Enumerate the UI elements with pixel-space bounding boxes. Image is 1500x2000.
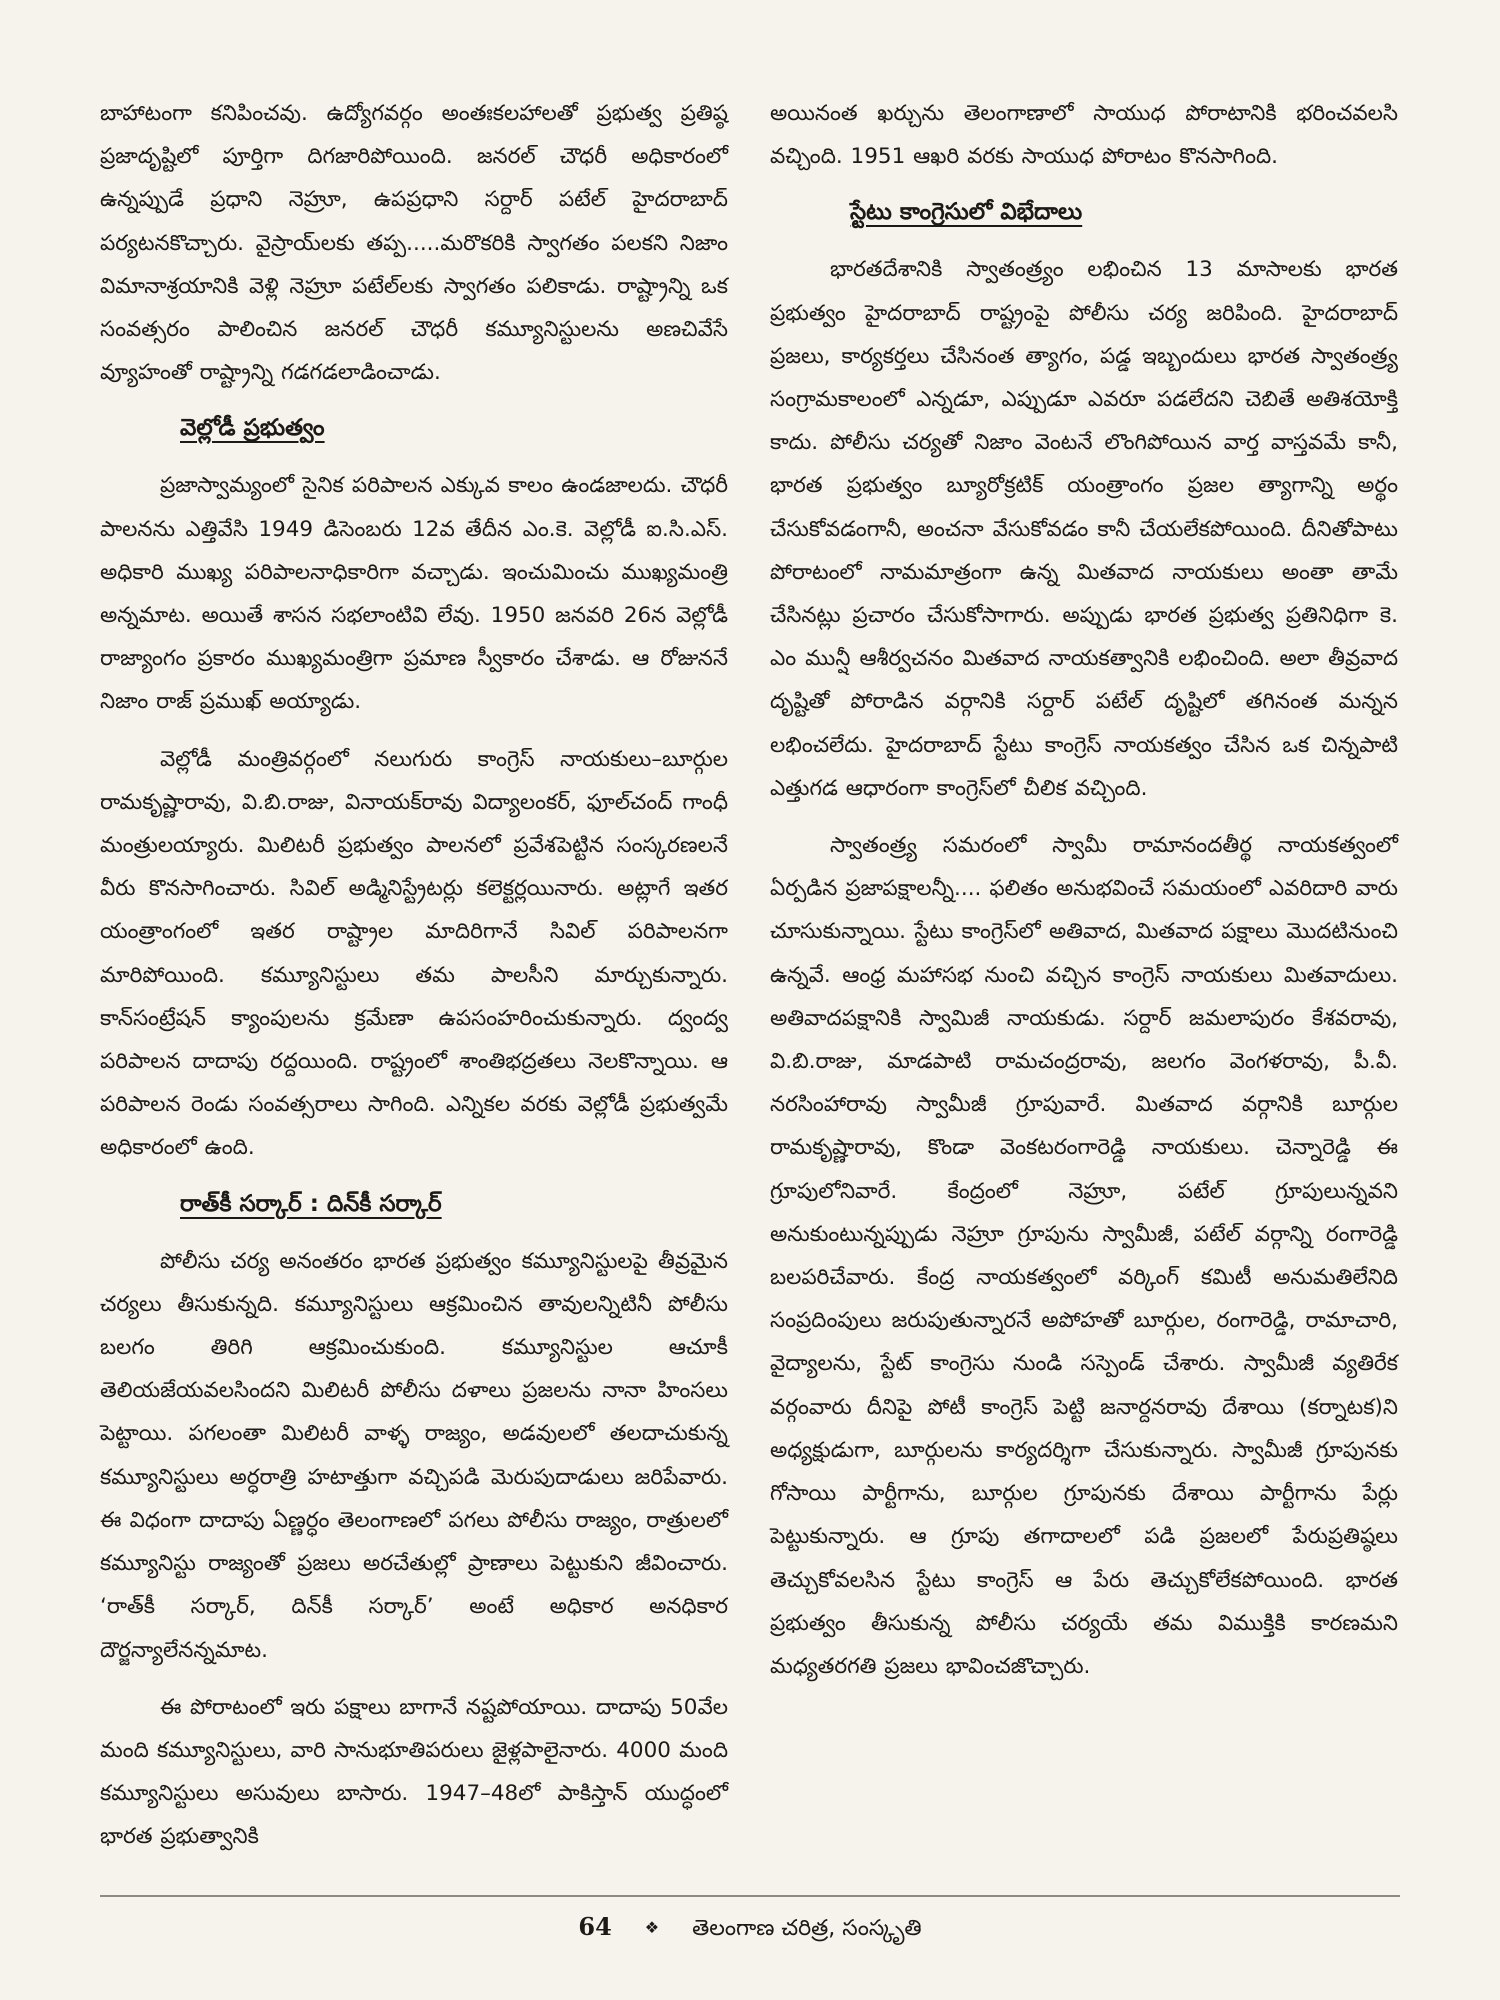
paragraph: భారతదేశానికి స్వాతంత్ర్యం లభించిన 13 మాసాలకు భారత ప్రభుత్వం హైదరాబాద్ రాష్ట్రంపై పోలీసు చర్య జరిపింది. హైదరాబాద్ ప్రజలు, కార్యకర్తలు చేసినంత త్యాగం, పడ్డ ఇబ్బందులు భారత స్వాతంత్ర్య సంగ్రామకాలంలో ఎన్నడూ, ఎప్పుడూ ఎవరూ పడలేదని చెబితే అతిశయోక్తి కాదు. పోలీసు చర్యతో నిజాం వెంటనే లొంగిపోయిన వార్త వాస్తవమే కానీ, భారత ప్రభుత్వం బ్యూరోక్రటిక్ యంత్రాంగం ప్రజల త్యాగాన్ని అర్థం చేసుకోవడంగానీ, అంచనా వేసుకోవడం కానీ చేయలేకపోయింది. దీనితోపాటు పోరాటంలో నామమాత్రంగా ఉన్న మితవాద నాయకులు అంతా తామే చేసినట్లు ప్రచారం చేసుకోసాగారు. అప్పుడు భారత ప్రభుత్వ ప్రతినిధిగా కె. ఎం మున్షీ ఆశీర్వచనం మితవాద నాయకత్వానికి లభించింది. అలా తీవ్రవాద దృష్టితో పోరాడిన వర్గానికి సర్దార్ పటేల్ దృష్టిలో తగినంత మన్నన లభించలేదు. హైదరాబాద్ స్టేటు కాంగ్రెస్ నాయకత్వం చేసిన ఒక చిన్నపాటి ఎత్తుగడ ఆధారంగా కాంగ్రెస్‌లో చీలిక వచ్చింది.: [770, 257, 1398, 801]
paragraph: పోలీసు చర్య అనంతరం భారత ప్రభుత్వం కమ్యూనిస్టులపై తీవ్రమైన చర్యలు తీసుకున్నది. కమ్యూనిస్టులు ఆక్రమించిన తావులన్నిటినీ పోలీసు బలగం తిరిగి ఆక్రమించుకుంది. కమ్యూనిస్టుల ఆచూకీ తెలియజేయవలసిందని మిలిటరీ పోలీసు దళాలు ప్రజలను నానా హింసలు పెట్టాయి. పగలంతా మిలిటరీ వాళ్ళ రాజ్యం, అడవులలో తలదాచుకున్న కమ్యూనిస్టులు అర్ధరాత్రి హటాత్తుగా వచ్చిపడి మెరుపుదాడులు జరిపేవారు. ఈ విధంగా దాదాపు ఏణ్ణర్ధం తెలంగాణలో పగలు పోలీసు రాజ్యం, రాత్రులలో కమ్యూనిస్టు రాజ్యంతో ప్రజలు అరచేతుల్లో ప్రాణాలు పెట్టుకుని జీవించారు. ‘రాత్‌కీ సర్కార్, దిన్‌కీ సర్కార్’ అంటే అధికార అనధికార దౌర్జన్యాలేనన్నమాట.: [100, 1248, 728, 1663]
paragraph: అయినంత ఖర్చును తెలంగాణాలో సాయుధ పోరాటానికి భరించవలసి వచ్చింది. 1951 ఆఖరి వరకు సాయుధ పోరాటం కొనసాగింది.: [770, 101, 1398, 170]
page-footer: [0, 1912, 1500, 1946]
section-heading: వెల్లోడీ ప్రభుత్వం: [180, 415, 325, 442]
book-title: తెలంగాణ చరిత్ర, సంస్కృతి: [692, 1916, 922, 1941]
diamond-ornament-icon: ❖: [644, 1918, 660, 1937]
section-heading: రాత్‌కీ సర్కార్ : దిన్‌కీ సర్కార్: [180, 1190, 442, 1217]
footer-divider: [100, 1895, 1400, 1897]
paragraph: స్వాతంత్ర్య సమరంలో స్వామీ రామానందతీర్థ నాయకత్వంలో ఏర్పడిన ప్రజాపక్షాలన్నీ.... ఫలితం అనుభవించే సమయంలో ఎవరిదారి వారు చూసుకున్నాయి. స్టేటు కాంగ్రెస్‌లో అతివాద, మితవాద పక్షాలు మొదటినుంచి ఉన్నవే. ఆంధ్ర మహాసభ నుంచి వచ్చిన కాంగ్రెస్ నాయకులు మితవాదులు. అతివాదపక్షానికి స్వామిజీ నాయకుడు. సర్దార్ జమలాపురం కేశవరావు, వి.బి.రాజు, మాడపాటి రామచంద్రరావు, జలగం వెంగళరావు, పీ.వీ. నరసింహారావు స్వామీజీ గ్రూపువారే. మితవాద వర్గానికి బూర్గుల రామకృష్ణారావు, కొండా వెంకటరంగారెడ్డి నాయకులు. చెన్నారెడ్డి ఈ గ్రూపులోనివారే. కేంద్రంలో నెహ్రూ, పటేల్ గ్రూపులున్నవని అనుకుంటున్నప్పుడు నెహ్రూ గ్రూపును స్వామీజీ, పటేల్ వర్గాన్ని రంగారెడ్డి బలపరిచేవారు. కేంద్ర నాయకత్వంలో వర్కింగ్ కమిటీ అనుమతిలేనిది సంప్రదింపులు జరుపుతున్నారనే అపోహతో బూర్గుల, రంగారెడ్డి, రామాచారి, వైద్యాలను, స్టేట్ కాంగ్రెసు నుండి సస్పెండ్ చేశారు. స్వామీజీ వ్యతిరేక వర్గంవారు దీనిపై పోటీ కాంగ్రెస్ పెట్టి జనార్దనరావు దేశాయి (కర్నాటక)ని అధ్యక్షుడుగా, బూర్గులను కార్యదర్శిగా చేసుకున్నారు. స్వామీజీ గ్రూపునకు గోసాయి పార్టీగాను, బూర్గుల గ్రూపునకు దేశాయి పార్టీగాను పేర్లు పెట్టుకున్నారు. ఆ గ్రూపు తగాదాలలో పడి ప్రజలలో పేరుప్రతిష్ఠలు తెచ్చుకోవలసిన స్టేటు కాంగ్రెస్ ఆ పేరు తెచ్చుకోలేకపోయింది. భారత ప్రభుత్వం తీసుకున్న పోలీసు చర్యయే తమ విముక్తికి కారణమని మధ్యతరగతి ప్రజలు భావించజొచ్చారు.: [770, 833, 1398, 1679]
paragraph: బాహాటంగా కనిపించవు. ఉద్యోగవర్గం అంతఃకలహాలతో ప్రభుత్వ ప్రతిష్ఠ ప్రజాదృష్టిలో పూర్తిగా దిగజారిపోయింది. జనరల్ చౌధరీ అధికారంలో ఉన్నప్పుడే ప్రధాని నెహ్రూ, ఉపప్రధాని సర్దార్ పటేల్ హైదరాబాద్ పర్యటనకొచ్చారు. వైస్రాయ్‌లకు తప్ప.....మరొకరికి స్వాగతం పలకని నిజాం విమానాశ్రయానికి వెళ్లి నెహ్రూ పటేల్‌లకు స్వాగతం పలికాడు. రాష్ట్రాన్ని ఒక సంవత్సరం పాలించిన జనరల్ చౌధరీ కమ్యూనిస్టులను అణచివేసే వ్యూహంతో రాష్ట్రాన్ని గడగడలాడించాడు.: [100, 101, 728, 386]
right-column: [770, 92, 1398, 1702]
paragraph: ఈ పోరాటంలో ఇరు పక్షాలు బాగానే నష్టపోయాయి. దాదాపు 50వేల మంది కమ్యూనిస్టులు, వారి సానుభూతిపరులు జైళ్లపాలైనారు. 4000 మంది కమ్యూనిస్టులు అసువులు బాసారు. 1947–48లో పాకిస్తాన్ యుద్ధంలో భారత ప్రభుత్వానికి: [100, 1694, 728, 1850]
section-heading: స్టేటు కాంగ్రెసులో విభేదాలు: [850, 199, 1083, 226]
left-column: [100, 92, 728, 1873]
paragraph: వెల్లోడీ మంత్రివర్గంలో నలుగురు కాంగ్రెస్ నాయకులు–బూర్గుల రామకృష్ణారావు, వి.బి.రాజు, వినాయక్‌రావు విద్యాలంకర్, ఫూల్‌చంద్ గాంధీ మంత్రులయ్యారు. మిలిటరీ ప్రభుత్వం పాలనలో ప్రవేశపెట్టిన సంస్కరణలనే వీరు కొనసాగించారు. సివిల్ అడ్మినిస్ట్రేటర్లు కలెక్టర్లయినారు. అట్లాగే ఇతర యంత్రాంగంలో ఇతర రాష్ట్రాల మాదిరిగానే సివిల్ పరిపాలనగా మారిపోయింది. కమ్యూనిస్టులు తమ పాలసీని మార్చుకున్నారు. కాన్‌సంట్రేషన్ క్యాంపులను క్రమేణా ఉపసంహరించుకున్నారు. ద్వంద్వ పరిపాలన దాదాపు రద్దయింది. రాష్ట్రంలో శాంతిభద్రతలు నెలకొన్నాయి. ఆ పరిపాలన రెండు సంవత్సరాలు సాగింది. ఎన్నికల వరకు వెల్లోడీ ప్రభుత్వమే అధికారంలో ఉంది.: [100, 746, 728, 1161]
page-number: 64: [578, 1912, 612, 1941]
paragraph: ప్రజాస్వామ్యంలో సైనిక పరిపాలన ఎక్కువ కాలం ఉండజాలదు. చౌధరీ పాలనను ఎత్తివేసి 1949 డిసెంబరు 12వ తేదీన ఎం.కె. వెల్లోడీ ఐ.సి.ఎస్. అధికారి ముఖ్య పరిపాలనాధికారిగా వచ్చాడు. ఇంచుమించు ముఖ్యమంత్రి అన్నమాట. అయితే శాసన సభలాంటివి లేవు. 1950 జనవరి 26న వెల్లోడీ రాజ్యాంగం ప్రకారం ముఖ్యమంత్రిగా ప్రమాణ స్వీకారం చేశాడు. ఆ రోజుననే నిజాం రాజ్ ప్రముఖ్ అయ్యాడు.: [100, 473, 728, 715]
